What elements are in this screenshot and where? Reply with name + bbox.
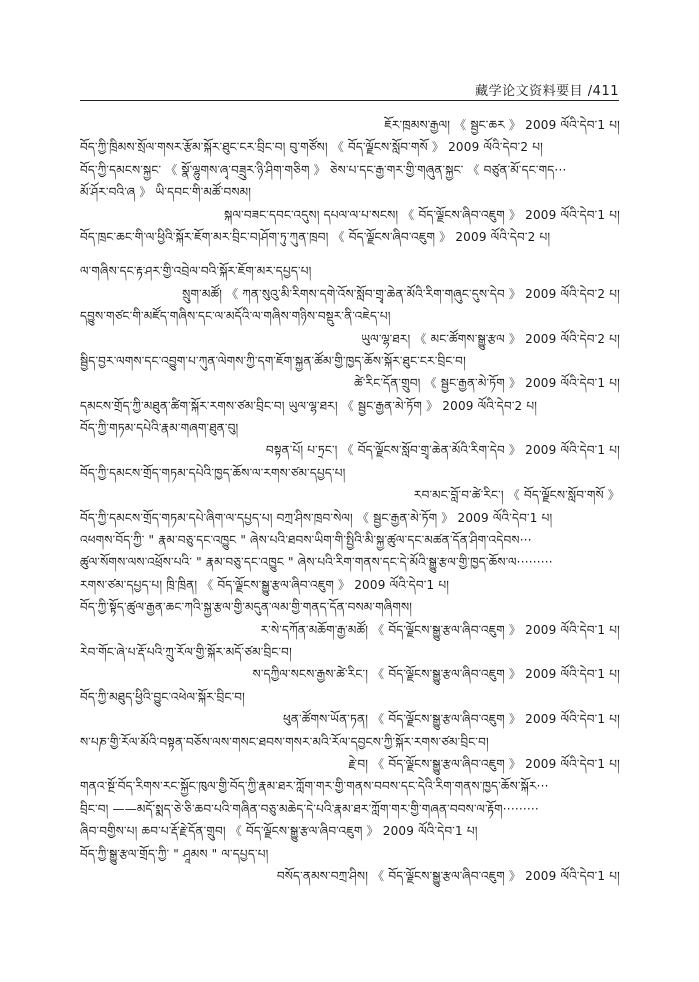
bibliography-line: ཞིབ་བགྱིས་པ། ཆབ་པ་རྡོ་རྗེ་དོན་གྲུབ། 《 བོད་ལྗོངས་སྒྱུ་རྩལ་ཞིབ་འཇུག 》 2009 ལོའི་དེབ་1 པ། (80, 824, 478, 839)
bibliography-line: བསྟན་པོ། པ་ཏྲང་། 《 བོད་ལྗོངས་སློབ་གྲྭ་ཆེན་མོའི་རིག་དེབ 》 2009 ལོའི་དེབ་1 པ། (265, 443, 620, 458)
bibliography-line: ར་སེ་དཀོན་མཆོག་རྒྱ་མཚོ། 《 བོད་ལྗོངས་སྒྱུ་རྩལ་ཞིབ་འཇུག 》 2009 ལོའི་དེབ་1 པ། (260, 622, 620, 637)
bibliography-line: རྗེ་བ། 《 བོད་ལྗོངས་སྒྱུ་རྩལ་ཞིབ་འཇུག 》 2009 ལོའི་དེབ་1 པ། (348, 756, 620, 771)
bibliography-line: དབྱུས་གཙང་གི་མཛོད་གཞིས་དང་ལ་མདོའི་ལ་གཞིས་གཉིས་བསྡུར་ནི་འཇེད་པ། (80, 309, 391, 324)
bibliography-line: གནའ་སྔོ་བོད་རིགས་རང་སྐྱོང་ཁུལ་གྱི་བོད་ཀྱི་རྣམ་ཐར་ཀློག་གར་གྱི་གནས་བབས་དང་དེའི་རིག་གནས་ཁྱད་ཆོས་སྐོར··· (80, 779, 549, 794)
bibliography-line: རགས་ཙམ་དཔྱད་པ། ཁྲི་ཁྲིན། 《 བོད་ལྗོངས་སྒྱུ་རྩལ་ཞིབ་འཇུག 》 2009 ལོའི་དེབ་1 པ། (80, 577, 450, 592)
bibliography-line: བོད་ཀྱི་སྒྱུ་རྩལ་གྲོད་ཀྱི་ " ཤཱམས " ལ་དཔྱད་པ། (80, 846, 269, 861)
bibliography-list (80, 114, 620, 887)
bibliography-line: བོད་ཀྱི་སྟོད་ཚུལ་རྒྱན་ཆང་ཀའི་སྐྱ་རྩལ་གྱི་མདུན་ལམ་གྱི་གནད་དོན་བསམ་གཞིགས། (80, 600, 413, 615)
bibliography-line: བོད་ཀྱི་གཏམ་དཔེའི་རྣམ་གཞག་ཐུན་བུ། (80, 421, 239, 436)
bibliography-line: ཕུན་ཚོགས་ཡོན་ཏན། 《 བོད་ལྗོངས་སྒྱུ་རྩལ་ཞིབ་འཇུག 》 2009 ལོའི་དེབ་1 པ། (282, 712, 620, 727)
bibliography-line: འཕགས་བོད་ཀྱི་ " རྣམ་བཅུ་དང་འཁྱུང " ཞེས་པའི་ཐབས་ཡིག་གི་སྤྱིའི་མི་སྐྱ་ཚུལ་དང་མཚན་དོན་ཤིག་འདེབས··· (80, 533, 532, 548)
bibliography-line: དམངས་གྲོད་ཀྱི་མཐུན་ཚིག་སྐོར་རགས་ཙམ་བྲིང་བ། ཡུལ་ལྷ་ཐར། 《 སྦྱང་རྒྱན་མེ་ཏོག 》 2009 ལོའི་དེབ་2 པ། (80, 398, 538, 413)
bibliography-line: བོད་ཁྲང་ཆང་གི་ལ་ཕྱིའི་སྐོར་ཇོག་མར་བྲིང་བ།ཤོག་ཏུ་ཀུན་ཁྲབ། 《 བོད་ལྗོངས་ཞིབ་འཇུག 》 2009 ལོའི་དེབ་2 པ། (80, 229, 551, 244)
bibliography-line: བོད་ཀྱི་དམངས་གྲོད་གཏམ་དཔེ་ཞིག་ལ་དཔྱད་པ། བཀྲ་ཤིས་ཁྲབ་སེལ། 《 སྦྱང་རྒྱན་མེ་ཏོག 》 2009 ལོའི་དེབ་1 པ། (80, 510, 553, 525)
spacer (80, 248, 620, 260)
bibliography-line: མོ་ཤོར་བའི་ཞ 》 ཡི་དབང་གི་མཚོ་བསམ། (80, 185, 252, 200)
bibliography-line: སྐལ་བཟང་དབང་འདུས། དཔལ་ལ་པ་སངས། 《 བོད་ལྗོངས་ཞིབ་འཇུག 》 2009 ལོའི་དེབ་1 པ། (224, 207, 620, 222)
bibliography-line: རབ་མང་བློ་བ་ཚེ་རིང་། 《 བོད་ལྗོངས་སློབ་གསོ 》 (413, 488, 620, 503)
bibliography-line: ལ་གཞིས་དང་རྟ་ཤར་གྱི་འབྲེལ་བའི་སྐོར་ཇོག་མར་དཔྱད་པ། (80, 264, 312, 279)
bibliography-line: ས་དཀྱིལ་སངས་རྒྱས་ཚེ་རིང་། 《 བོད་ལྗོངས་སྒྱུ་རྩལ་ཞིབ་འཇུག 》 2009 ལོའི་དེབ་1 པ། (252, 667, 620, 682)
bibliography-line: བོད་ཀྱི་ཁྲིམས་སྲོལ་གསར་རྩོམ་སྐོར་ཐུང་ངར་བྲིང་བ། བུ་གཙོས། 《 བོད་ལྗོངས་སློབ་གསོ 》 2009 ལོའི་དེབ་2 པ། (80, 140, 543, 155)
bibliography-line: ཇོར་ཁྲམས་རྒྱལ། 《 སྦྱང་ཆར 》 2009 ལོའི་དེབ་1 པ། (384, 118, 620, 132)
bibliography-line: སྦྱིད་བྱར་ལགས་དང་འབྱུག་པ་ཀུན་ལེགས་ཀྱི་དག་ཇོག་སྐྱན་ཚོམ་གྱི་ཁྱད་ཆོས་སྐོར་ཐུང་ངར་བྲིང་བ། (80, 353, 466, 368)
running-header (80, 78, 619, 101)
bibliography-line: བོད་ཀྱི་མཐུད་ཕྱིའི་བྱུང་འཕེལ་སྐོར་བྲིང་བ། (80, 689, 246, 704)
bibliography-line: ཚེ་རིང་དོན་གྲུབ། 《 སྦྱང་རྒྱན་མེ་ཏོག 》 2009 ལོའི་དེབ་1 པ། (354, 376, 620, 391)
bibliography-line: སྲུག་མཚོ། 《 ཀན་སུའུ་མི་རིགས་དགེ་འོས་སློབ་གྲྭ་ཆེན་མོའི་རིག་གཞུང་དུས་དེབ 》 2009 ལོའི་དེབ་2 པ། (182, 286, 620, 301)
bibliography-line: ས་པཎ་གྱི་རོལ་མོའི་བསྟན་བཅོས་ལས་གསང་ཐབས་གསར་མའི་རོལ་དབྱངས་ཀྱི་སྐོར་རགས་ཙམ་བྲིང་བ། (80, 734, 489, 749)
bibliography-line: བོད་ཀྱི་དམངས་སྐྱང་ 《 སྣོ་ལྷུགས་ཞྭ་བཟྲུར་ཉི་ཤིག་གཅིག 》 ཅེས་པ་དང་རྒྱ་གར་གྱི་གཞུན་སྐྱང་ 《 བཙུན་མོ་དང་གད··· (80, 162, 567, 177)
bibliography-line: རེབ་གོང་ཞེ་པ་རྡོ་པའི་ཀྲུ་རོལ་གྱི་སྐོར་མདོ་ཙམ་བྲིང་བ། (80, 644, 292, 659)
bibliography-line: ཡུལ་ལྷ་ཐར། 《 མང་ཚོགས་སྒྱུ་རྩལ 》 2009 ལོའི་དེབ་2 པ། (361, 331, 620, 346)
bibliography-line: བྲིང་བ། ——མདོ་སྨད་ཅེ་ཅི་ཆབ་པའི་གཞིན་བཅུ་མཆེད་དེ་པའི་རྣམ་ཐར་ཀློག་གར་གྱི་གཞན་བབས་ལ་རྟོག········· (80, 801, 539, 816)
bibliography-line: ཚུལ་སོགས་ལས་འཕྲོས་པའི་ " རྣམ་བཅུ་དང་འཁྱུང " ཞེས་པའི་རིག་གནས་དང་དེ་མོའི་སྒྱུ་རྩལ་གྱི་ཁྱད་ཆོས་ལ········· (80, 555, 553, 570)
header-title: 藏学论文资料要目 /411 (475, 84, 619, 99)
bibliography-line: བོད་ཀྱི་དམངས་གྲོད་གཏམ་དཔེའི་ཁྱད་ཆོས་ལ་རགས་ཙམ་དཔྱད་པ། (80, 465, 346, 480)
bibliography-line: བསོད་ནམས་བཀྲ་ཤིས། 《 བོད་ལྗོངས་སྒྱུ་རྩལ་ཞིབ་འཇུག 》 2009 ལོའི་དེབ་1 པ། (276, 868, 620, 883)
